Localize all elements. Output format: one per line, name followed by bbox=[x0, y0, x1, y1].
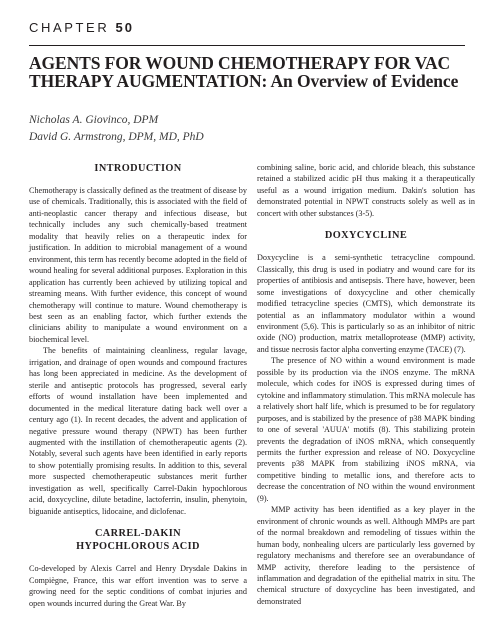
right-column bbox=[257, 162, 475, 607]
section-heading-doxycycline: DOXYCYCLINE bbox=[324, 230, 408, 242]
body-paragraph: combining saline, boric acid, and chloride bleach, this substance retained a stabilized acidic pH thus making it a therapeutically useful as a wound irrigation medium. Dakin's solution has demonstrated potential in NPWT constructs solely as well as in concert with other substances (3-5). bbox=[257, 163, 475, 218]
chapter-word: CHAPTER bbox=[29, 20, 110, 35]
body-paragraph: The presence of NO within a wound environment is made possible by its production via the iNOS enzyme. The mRNA molecule, which codes for iNOS is expressed during times of cytokine and inflammatory stimulation. This mRNA molecule has a relatively short half life, which is presumed to be for regulatory purposes, and is stabilized by the presence of p38 MAPK binding to one of several 'AUUA' motifs (8). This stabilizing protein prevents the degradation of iNOS mRNA, which consequently permits the further expression and release of NO. Doxycycline prevents p38 MAPK from stabilizing iNOS mRNA, via competitive binding to metallic ions, and therefore acts to decrease the concentration of NO within the wound environment (9). bbox=[257, 356, 475, 503]
author-name: Nicholas A. Giovinco, DPM bbox=[29, 114, 159, 126]
body-paragraph: MMP activity has been identified as a key player in the environment of chronic wounds as well. Although MMPs are part of the normal breakdown and remodeling of tissues within the human body, nonhealing ulcers are particularly less governed by regulatory mechanisms and therefore see an overabundance of MMP activity, therefore leading to the persistence of inflammation and degradation of the epithelial matrix in situ. The chemical structure of doxycycline has been investigated, and demonstrated bbox=[257, 505, 475, 606]
chapter-number: 50 bbox=[115, 20, 135, 35]
body-paragraph: Chemotherapy is classically defined as the treatment of disease by use of chemicals. Traditionally, this is associated with the field of anti-neoplastic cancer therapy and infectious disease, but technically includes any such chemically-based treatment modality that heavily relies on a therapeutic index for justification. In addition to microbial management of a wound environment, this term has recently become adopted in the field of wound healing for several additional purposes. Exploration in this application has currently been achieved by utilizing topical and streaming means. With further evidence, this concept of wound chemotherapy will continue to mature. Wound chemotherapy is best seen as an enabling factor, which further extends the clinicians ability to manipulate a wound environment on a biochemical level. bbox=[29, 186, 247, 344]
section-heading-carrel-dakin bbox=[29, 527, 247, 553]
body-paragraph: Doxycycline is a semi-synthetic tetracycline compound. Classically, this drug is used in podiatry and wound care for its properties of antibiosis and antisepsis. There have, however, been some investigations of doxycycline and other chemically modified tetracycline species (CMTS), which demonstrate its potential as an inflammatory modulator within a wound environment (5,6). This is particularly so as an inhibitor of nitric oxide (NO) production, matrix metalloprotease (MMP) activity, and tissue necrosis factor alpha converting enzyme (TACE) (7). bbox=[257, 253, 475, 354]
header-rule bbox=[29, 45, 465, 46]
left-column bbox=[29, 162, 247, 609]
body-paragraph: Co-developed by Alexis Carrel and Henry Drysdale Dakins in Compiègne, France, this war effort invention was to serve a growing need for the septic conditions of combat injuries and open wounds incurred during the Great War. By bbox=[29, 564, 247, 608]
section-heading-line: CARREL-DAKIN bbox=[94, 528, 182, 540]
author-name: David G. Armstrong, DPM, MD, PhD bbox=[29, 131, 204, 143]
article-title: AGENTS FOR WOUND CHEMOTHERAPY FOR VAC THERAPY AUGMENTATION: An Overview of Evidence bbox=[29, 53, 459, 91]
section-heading-introduction: INTRODUCTION bbox=[94, 163, 182, 174]
section-heading-line: HYPOCHLOROUS ACID bbox=[76, 541, 200, 553]
chapter-label bbox=[29, 20, 134, 35]
body-paragraph: The benefits of maintaining cleanliness, regular lavage, irrigation, and drainage of open wounds and compound fractures has long been appreciated in medicine. As the development of sterile and antiseptic protocols has progressed, several early efforts of wound installation have been implemented and documented in the medical literature dating back well over a century ago (1). In recent decades, the advent and application of negative pressure wound therapy (NPWT) has been further augmented with the instillation of chemotherapeutic agents (2). Notably, several such agents have been identified in early reports to show potentially promising results. In addition to this, several more suspected chemotherapeutic substances merit further investigation as well, specifically Carrel-Dakin hypochlorous acid, doxycycline, dilute betadine, lactoferrin, insulin, phenytoin, biguanide antiseptics, lidocaine, and diclofenac. bbox=[29, 346, 247, 516]
author-list bbox=[29, 112, 204, 146]
